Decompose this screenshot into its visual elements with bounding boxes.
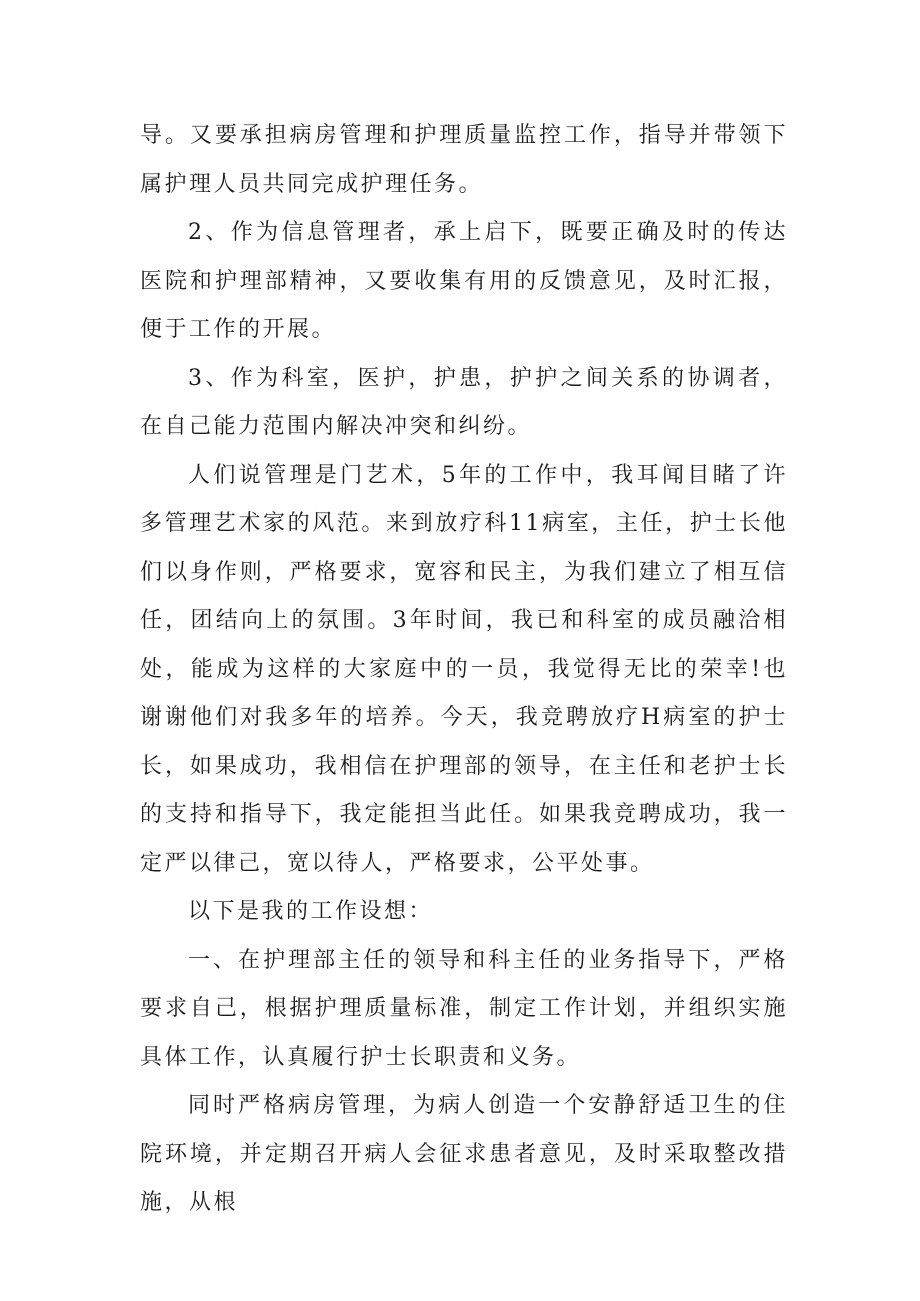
paragraph-item-3: 3、作为科室，医护，护患，护护之间关系的协调者，在自己能力范围内解决冲突和纠纷。 [140,365,788,439]
paragraph-management-art: 人们说管理是门艺术，5年的工作中，我耳闻目睹了许多管理艺术家的风范。来到放疗科11病室，主任，护士长他们以身作则，严格要求，宽容和民主，为我们建立了相互信任，团结向上的氛围。3年时间，我已和科室的成员融洽相处，能成为这样的大家庭中的一员，我觉得无比的荣幸!也谢谢他们对我多年的培养。今天，我竞聘放疗H病室的护士长，如果成功，我相信在护理部的领导，在主任和老护士长的支持和指导下，我定能担当此任。如果我竞聘成功，我一定严以律己，宽以待人，严格要求，公平处事。 [140,462,788,876]
paragraph-continuation: 导。又要承担病房管理和护理质量监控工作，指导并带领下属护理人员共同完成护理任务。 [140,123,788,197]
document-page [140,112,788,1228]
paragraph-plan-item-1: 一、在护理部主任的领导和科主任的业务指导下，严格要求自己，根据护理质量标准，制定工作计划，并组织实施具体工作，认真履行护士长职责和义务。 [140,947,788,1070]
paragraph-ward-management: 同时严格病房管理，为病人创造一个安静舒适卫生的住院环境，并定期召开病人会征求患者意见，及时采取整改措施，从根 [140,1093,788,1215]
paragraph-work-plan-intro: 以下是我的工作设想： [188,899,434,924]
paragraph-item-2: 2、作为信息管理者，承上启下，既要正确及时的传达医院和护理部精神，又要收集有用的反馈意见，及时汇报，便于工作的开展。 [140,220,788,342]
